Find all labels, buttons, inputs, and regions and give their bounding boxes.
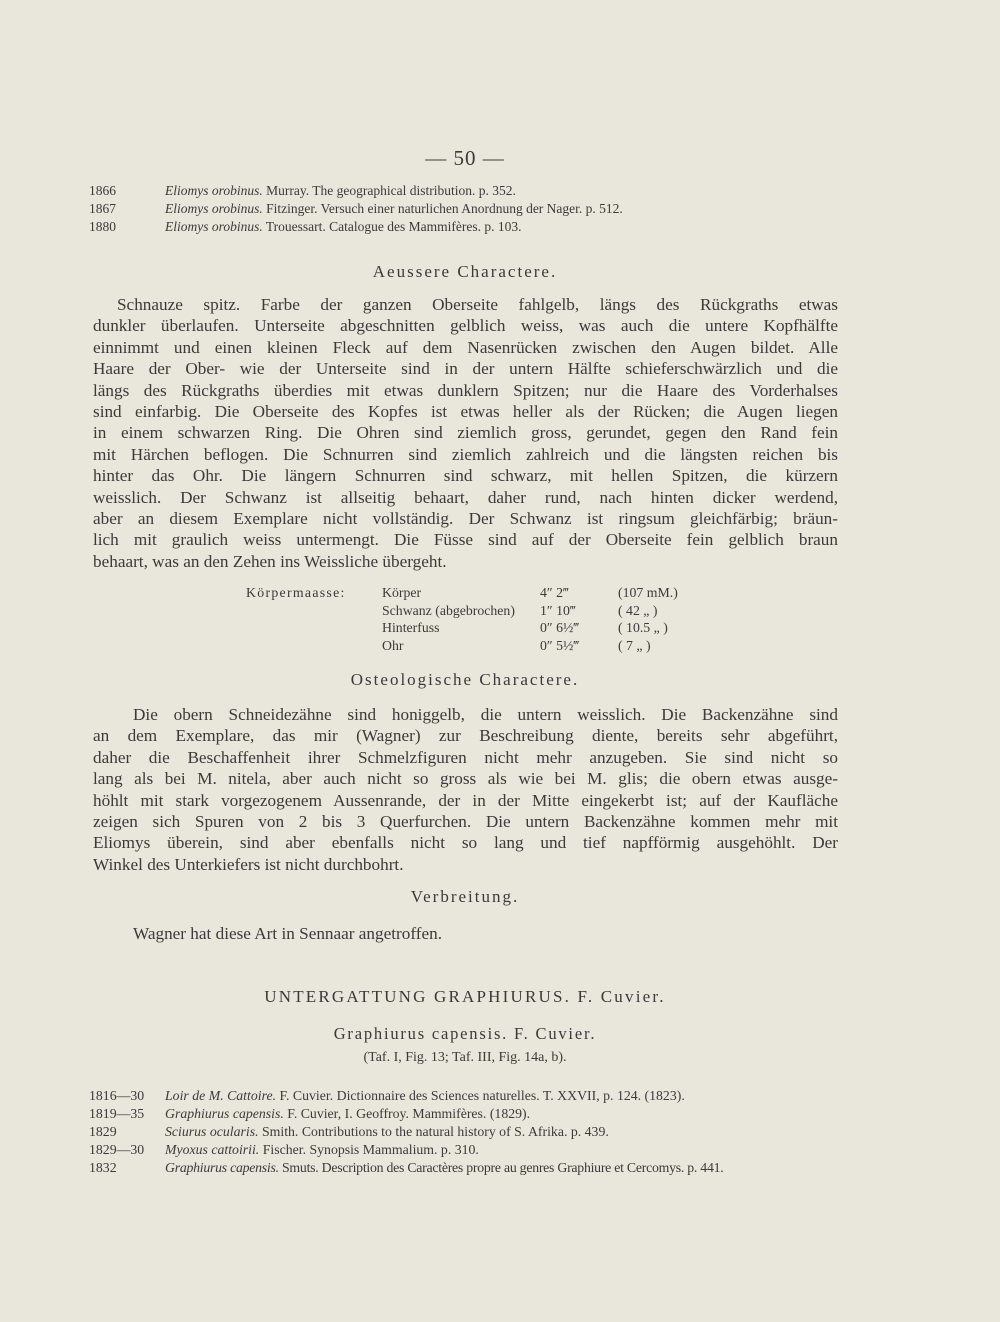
text-line: hinter das Ohr. Die längern Schnurren sind schwarz, mit hellen Spitzen, die kürzern	[93, 466, 838, 486]
species-title: Graphiurus capensis. F. Cuvier.	[333, 1024, 597, 1043]
measurement-size: 1″ 10‴	[540, 602, 576, 618]
text-line: in einem schwarzen Ring. Die Ohren sind ziemlich gross, gerundet, gegen den Rand fein	[93, 423, 838, 443]
measurement-part: Körper	[382, 585, 422, 600]
reference-taxon: Sciurus ocularis.	[165, 1124, 259, 1139]
text-line: Eliomys überein, sind aber ebenfalls nicht so lang und tief napfförmig ausgehöhlt. Der	[93, 833, 838, 853]
measurements-label: Körpermaasse:	[246, 585, 346, 600]
reference-text: Smith. Contributions to the natural history of S. Afrika. p. 439.	[258, 1124, 609, 1139]
text-line: sind einfarbig. Die Oberseite des Kopfes ist etwas heller als der Rücken; die Augen liegen	[93, 402, 838, 422]
reference-text: Fitzinger. Versuch einer naturlichen Anordnung der Nager. p. 512.	[262, 201, 623, 216]
text-line: höhlt mit stark vorgezogenem Aussenrande, der in der Mitte eingekerbt ist; auf der Kaufläche	[93, 790, 838, 810]
reference-row	[89, 200, 623, 218]
text-line: mit Härchen beflogen. Die Schnurren sind ziemlich zahlreich und die längsten reichen bis	[93, 444, 838, 464]
reference-year: 1832	[89, 1160, 117, 1175]
reference-year: 1867	[89, 201, 116, 216]
reference-row	[89, 1123, 723, 1141]
section-title: UNTERGATTUNG GRAPHIURUS. F. Cuvier.	[264, 987, 666, 1006]
reference-text: F. Cuvier, I. Geoffroy. Mammifères. (1829).	[283, 1106, 531, 1121]
reference-row	[89, 182, 623, 200]
reference-taxon: Graphiurus capensis.	[165, 1106, 284, 1121]
measurement-part: Schwanz (abgebrochen)	[382, 602, 515, 618]
text-line: Winkel des Unterkiefers ist nicht durchbohrt.	[93, 854, 404, 874]
reference-year: 1816—30	[89, 1088, 145, 1103]
reference-text: Smuts. Description des Caractères propre au genres Graphiure et Cercomys. p. 441.	[278, 1160, 724, 1175]
reference-text: Fischer. Synopsis Mammalium. p. 310.	[259, 1142, 479, 1157]
heading-osteologische-charactere: Osteologische Charactere.	[350, 670, 580, 689]
measurement-size: 0″ 6½‴	[540, 620, 580, 636]
page-number: — 50 —	[425, 146, 505, 170]
paragraph-aeussere	[93, 294, 838, 572]
species-plates: (Taf. I, Fig. 13; Taf. III, Fig. 14a, b).	[363, 1050, 567, 1065]
reference-year: 1880	[89, 219, 116, 234]
reference-taxon: Eliomys orobinus.	[165, 183, 263, 198]
reference-row	[89, 1105, 723, 1123]
reference-list-bottom	[89, 1087, 723, 1177]
measurement-size: 4″ 2‴	[540, 585, 569, 600]
text-line: weisslich. Der Schwanz ist allseitig behaart, daher rund, nach hinten dicker werdend,	[93, 487, 838, 507]
reference-row	[89, 1141, 723, 1159]
text-line: lich mit graulich weiss untermengt. Die Füsse sind auf der Oberseite fein gelblich braun	[93, 530, 838, 550]
reference-year: 1819—35	[89, 1106, 145, 1121]
text-line: Die obern Schneidezähne sind honiggelb, die untern weisslich. Die Backenzähne sind	[133, 705, 838, 724]
paragraph-osteologische	[93, 704, 838, 875]
reference-row	[89, 218, 623, 236]
text-line: längs des Rückgraths überdies mit etwas dunklern Spitzen; nur die Haare des Vorderhalses	[93, 380, 838, 400]
text-line: Schnauze spitz. Farbe der ganzen Oberseite fahlgelb, längs des Rückgraths etwas	[117, 295, 838, 314]
reference-year: 1829	[89, 1124, 117, 1139]
text-line: an dem Exemplare, das mir (Wagner) zur Beschreibung diente, bereits sehr abgeführt,	[93, 726, 838, 746]
measurements-table	[246, 584, 708, 654]
reference-text: Trouessart. Catalogue des Mammifères. p. 103.	[262, 219, 522, 234]
measurement-row	[246, 619, 708, 637]
measurement-part: Ohr	[382, 637, 404, 653]
verbreitung-text: Wagner hat diese Art in Sennaar angetroffen.	[133, 924, 442, 943]
reference-list-top	[89, 182, 623, 236]
reference-text: F. Cuvier. Dictionnaire des Sciences naturelles. T. XXVII, p. 124. (1823).	[276, 1088, 685, 1103]
text-line: Haare der Ober- wie der Unterseite sind in der untern Hälfte schieferschwärzlich und die	[93, 359, 838, 379]
measurement-row	[246, 584, 708, 602]
text-line: aber an diesem Exemplare nicht vollständig. Der Schwanz ist ringsum gleichfärbig; bräun-	[93, 509, 838, 529]
measurement-row	[246, 602, 708, 620]
reference-row	[89, 1087, 723, 1105]
reference-taxon: Eliomys orobinus.	[165, 219, 263, 234]
reference-year: 1829—30	[89, 1142, 145, 1157]
reference-taxon: Myoxus cattoirii.	[165, 1142, 260, 1157]
reference-taxon: Graphiurus capensis.	[165, 1160, 279, 1175]
reference-taxon: Loir de M. Cattoire.	[165, 1088, 277, 1103]
measurement-mm: ( 7 „ )	[618, 637, 651, 653]
reference-year: 1866	[89, 183, 116, 198]
reference-text: Murray. The geographical distribution. p. 352.	[262, 183, 516, 198]
measurement-mm: ( 42 „ )	[618, 602, 658, 618]
measurement-part: Hinterfuss	[382, 620, 440, 636]
text-line: daher die Beschaffenheit ihrer Schmelzfiguren nicht mehr anzugeben. Sie sind nicht so	[93, 747, 838, 767]
reference-taxon: Eliomys orobinus.	[165, 201, 263, 216]
text-line: lang als bei M. nitela, aber auch nicht so gross als wie bei M. glis; die obern etwas ausge-	[93, 769, 838, 789]
text-line: dunkler überlaufen. Unterseite abgeschnitten gelblich weiss, was auch die untere Kopfhälfte	[93, 316, 838, 336]
text-line: einnimmt und einen kleinen Fleck auf dem Nasenrücken zwischen den Augen bildet. Alle	[93, 337, 838, 357]
text-line: behaart, was an den Zehen ins Weissliche übergeht.	[93, 551, 447, 571]
heading-verbreitung: Verbreitung.	[410, 887, 520, 906]
measurement-mm: ( 10.5 „ )	[618, 620, 668, 636]
reference-row	[89, 1159, 723, 1177]
measurement-size: 0″ 5½‴	[540, 637, 580, 653]
text-line: zeigen sich Spuren von 2 bis 3 Querfurchen. Die untern Backenzähne kommen mehr mit	[93, 812, 838, 832]
measurement-mm: (107 mM.)	[618, 585, 678, 600]
measurement-row	[246, 637, 708, 655]
heading-aeussere-charactere: Aeussere Charactere.	[372, 262, 558, 281]
